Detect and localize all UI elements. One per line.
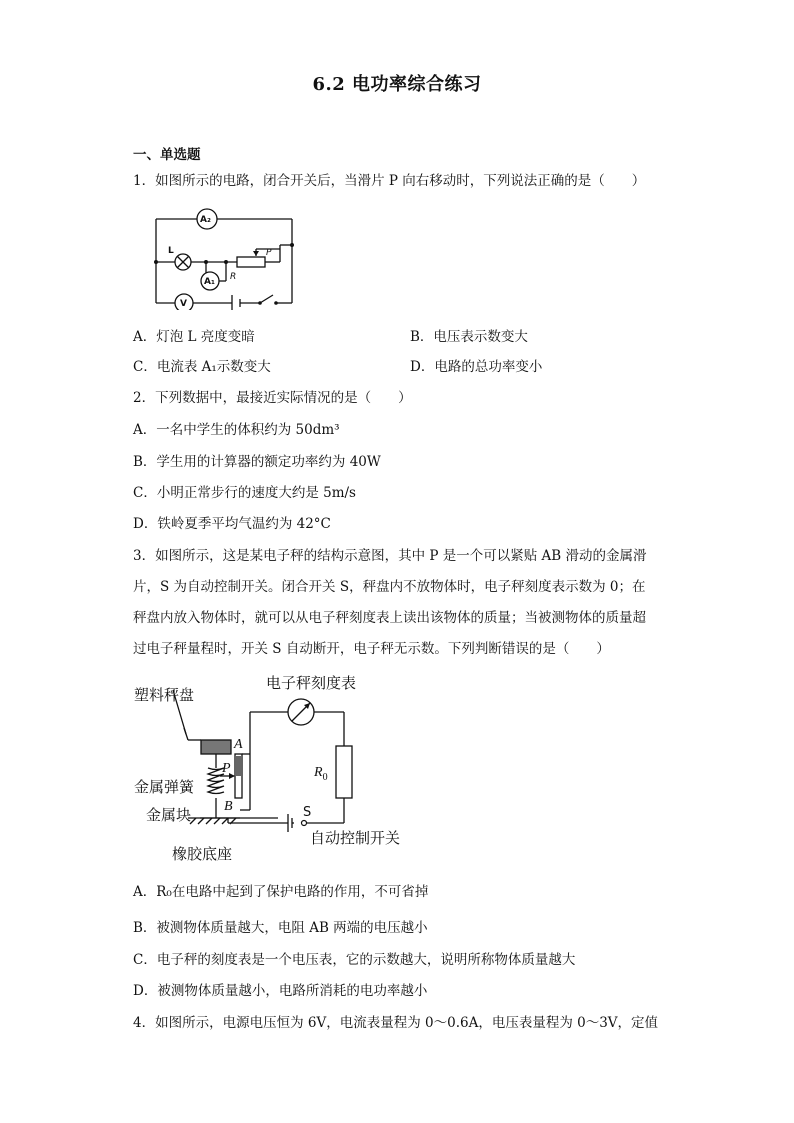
resistor-shaded-part bbox=[236, 756, 241, 776]
switch-contact bbox=[302, 821, 307, 826]
a-label: A bbox=[234, 737, 243, 752]
block-label: 金属块 bbox=[146, 806, 192, 824]
base-label: 橡胶底座 bbox=[172, 845, 233, 863]
q3-option-b: B．被测物体质量越大，电阻 AB 两端的电压越小 bbox=[133, 920, 428, 936]
a1-label: A₁ bbox=[204, 277, 215, 287]
q1-circuit-figure bbox=[148, 205, 298, 310]
s-label: S bbox=[303, 805, 312, 820]
q3-scale-figure bbox=[128, 668, 428, 868]
spring-label: 金属弹簧 bbox=[134, 778, 195, 796]
b-label: B bbox=[224, 799, 233, 814]
q3-option-a: A．R₀在电路中起到了保护电路的作用，不可省掉 bbox=[133, 884, 429, 900]
q1-option-c: C．电流表 A₁示数变大 bbox=[133, 359, 271, 375]
q1-option-b: B．电压表示数变大 bbox=[410, 329, 528, 345]
q4-stem-line-1: 4．如图所示，电源电压恒为 6V，电流表量程为 0～0.6A，电压表量程为 0～3V，定值 bbox=[133, 1015, 659, 1031]
q3-scale-diagram bbox=[128, 668, 428, 868]
meter-label: 电子秤刻度表 bbox=[266, 674, 357, 692]
q3-stem-line-2: 片，S 为自动控制开关。闭合开关 S，秤盘内不放物体时，电子秤刻度表示数为 0；在 bbox=[133, 579, 646, 595]
q3-stem-line-1: 3．如图所示，这是某电子秤的结构示意图，其中 P 是一个可以紧贴 AB 滑动的金属滑 bbox=[133, 548, 647, 564]
q1-stem: 1．如图所示的电路，闭合开关后，当滑片 P 向右移动时，下列说法正确的是（ ） bbox=[133, 173, 646, 189]
q3-stem-line-3: 秤盘内放入物体时，就可以从电子秤刻度表上读出该物体的质量；当被测物体的质量超 bbox=[133, 610, 646, 626]
switch-label: 自动控制开关 bbox=[310, 829, 401, 847]
q1-option-d: D．电路的总功率变小 bbox=[410, 359, 543, 375]
rheostat-label: R bbox=[230, 272, 237, 282]
q1-option-a: A．灯泡 L 亮度变暗 bbox=[133, 329, 255, 345]
q2-option-a: A．一名中学生的体积约为 50dm³ bbox=[133, 422, 340, 438]
p-label: P bbox=[222, 761, 231, 776]
q3-stem-line-4: 过电子秤量程时，开关 S 自动断开，电子秤无示数。下列判断错误的是（ ） bbox=[133, 641, 610, 657]
q2-stem: 2．下列数据中，最接近实际情况的是（ ） bbox=[133, 390, 412, 406]
q1-circuit-diagram bbox=[148, 205, 298, 310]
slider-label: P bbox=[266, 248, 272, 258]
q2-option-d: D．铁岭夏季平均气温约为 42°C bbox=[133, 516, 331, 532]
section-heading: 一、单选题 bbox=[133, 147, 201, 163]
voltmeter-label: V bbox=[180, 299, 187, 309]
r0-label: $R_0$ bbox=[314, 765, 328, 783]
q3-option-c: C．电子秤的刻度表是一个电压表，它的示数越大，说明所称物体质量越大 bbox=[133, 952, 576, 968]
page-title: 6.2 电功率综合练习 bbox=[312, 74, 482, 95]
q3-option-d: D．被测物体质量越小，电路所消耗的电功率越小 bbox=[133, 983, 428, 999]
slider-arrow-icon bbox=[253, 251, 259, 256]
pan-label: 塑料秤盘 bbox=[134, 686, 195, 704]
q2-option-b: B．学生用的计算器的额定功率约为 40W bbox=[133, 454, 381, 470]
a2-label: A₂ bbox=[200, 215, 211, 225]
lamp-label: L bbox=[168, 246, 174, 256]
q2-option-c: C．小明正常步行的速度大约是 5m/s bbox=[133, 485, 356, 501]
